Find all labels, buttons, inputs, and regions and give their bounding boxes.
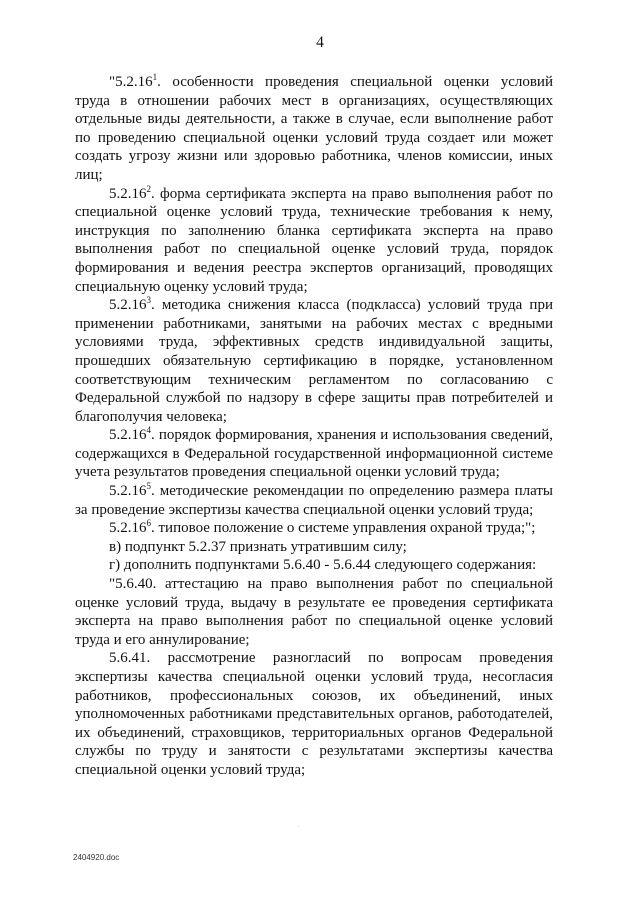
clause-text: . особенности проведения специальной оценки условий труда в отношении рабочих мест в организациях, осуществляющих отдельные виды деятельности, а также в случае, если выполнение работ по проведению специальной оценки условий труда создает или может создать угрозу жизни или здоровью работника, членов комиссии, иных лиц; <box>75 74 553 183</box>
clause-number: 5.2.16 <box>109 427 147 444</box>
paragraph-5-2-16-1 <box>75 73 553 185</box>
clause-superscript: 3 <box>146 295 151 306</box>
clause-superscript: 6 <box>146 518 151 529</box>
paragraph-5-2-16-2 <box>75 185 553 297</box>
paragraph-5-2-16-4 <box>75 426 553 482</box>
clause-text: . типовое положение о системе управления охраной труда;"; <box>151 520 536 537</box>
paragraph-5-6-40 <box>75 575 553 649</box>
page-number: 4 <box>316 34 324 51</box>
clause-number: "5.2.16 <box>109 74 153 90</box>
paragraph-subitem-v <box>75 538 553 557</box>
clause-text: . методика снижения класса (подкласса) условий труда при применении работниками, занятыми на рабочих местах с вредными условиями труда, эффективных средств индивидуальной защиты, прошедших обязательную сертификацию в порядке, установленном соответствующим техническим регламентом по согласованию с Федеральной службой по надзору в сфере защиты прав потребителей и благополучия человека; <box>75 297 553 425</box>
file-name-footer: 2404920.doc <box>73 853 120 862</box>
clause-superscript: 1 <box>152 72 158 82</box>
clause-superscript: 5 <box>146 481 151 492</box>
paragraph-5-2-16-5 <box>75 482 553 519</box>
clause-text: г) дополнить подпунктами 5.6.40 - 5.6.44 следующего содержания: <box>109 557 537 574</box>
clause-text: . форма сертификата эксперта на право выполнения работ по специальной оценке условий труда, технические требования к нему, инструкция по заполнению бланка сертификата эксперта на право выполнения работ по специальной оценке условий труда, порядок формирования и ведения реестра экспертов организаций, проводящих специальную оценку условий труда; <box>75 185 553 295</box>
clause-number: 5.2.16 <box>109 483 147 500</box>
paragraph-5-2-16-6 <box>75 519 553 538</box>
clause-number: 5.2.16 <box>109 185 147 202</box>
paragraph-subitem-g <box>75 556 553 575</box>
clause-number: 5.2.16 <box>109 297 147 314</box>
scan-dot: . <box>298 823 300 829</box>
clause-text: в) подпункт 5.2.37 признать утратившим силу; <box>109 538 407 555</box>
clause-superscript: 2 <box>146 183 151 194</box>
clause-superscript: 4 <box>146 425 151 436</box>
clause-text: "5.6.40. аттестацию на право выполнения работ по специальной оценке условий труда, выдачу в результате ее проведения сертификата эксперта на право выполнения работ по специальной оценке условий труда и его аннулирование; <box>75 576 553 648</box>
clause-text: . методические рекомендации по определению размера платы за проведение экспертизы качества специальной оценки условий труда; <box>75 483 553 518</box>
document-body <box>75 73 553 780</box>
paragraph-5-2-16-3 <box>75 296 553 426</box>
clause-text: . порядок формирования, хранения и использования сведений, содержащихся в Федеральной государственной информационной системе учета результатов проведения специальной оценки условий труда; <box>75 427 553 481</box>
paragraph-5-6-41 <box>75 649 553 779</box>
clause-text: 5.6.41. рассмотрение разногласий по вопросам проведения экспертизы качества специальной оценки условий труда, несогласия работников, профессиональных союзов, их объединений, иных уполномоченных работниками представительных органов, работодателей, их объединений, страховщиков, территориальных органов Федеральной службы по труду и занятости с результатами экспертизы качества специальной оценки условий труда; <box>75 650 553 778</box>
clause-number: 5.2.16 <box>109 520 147 537</box>
